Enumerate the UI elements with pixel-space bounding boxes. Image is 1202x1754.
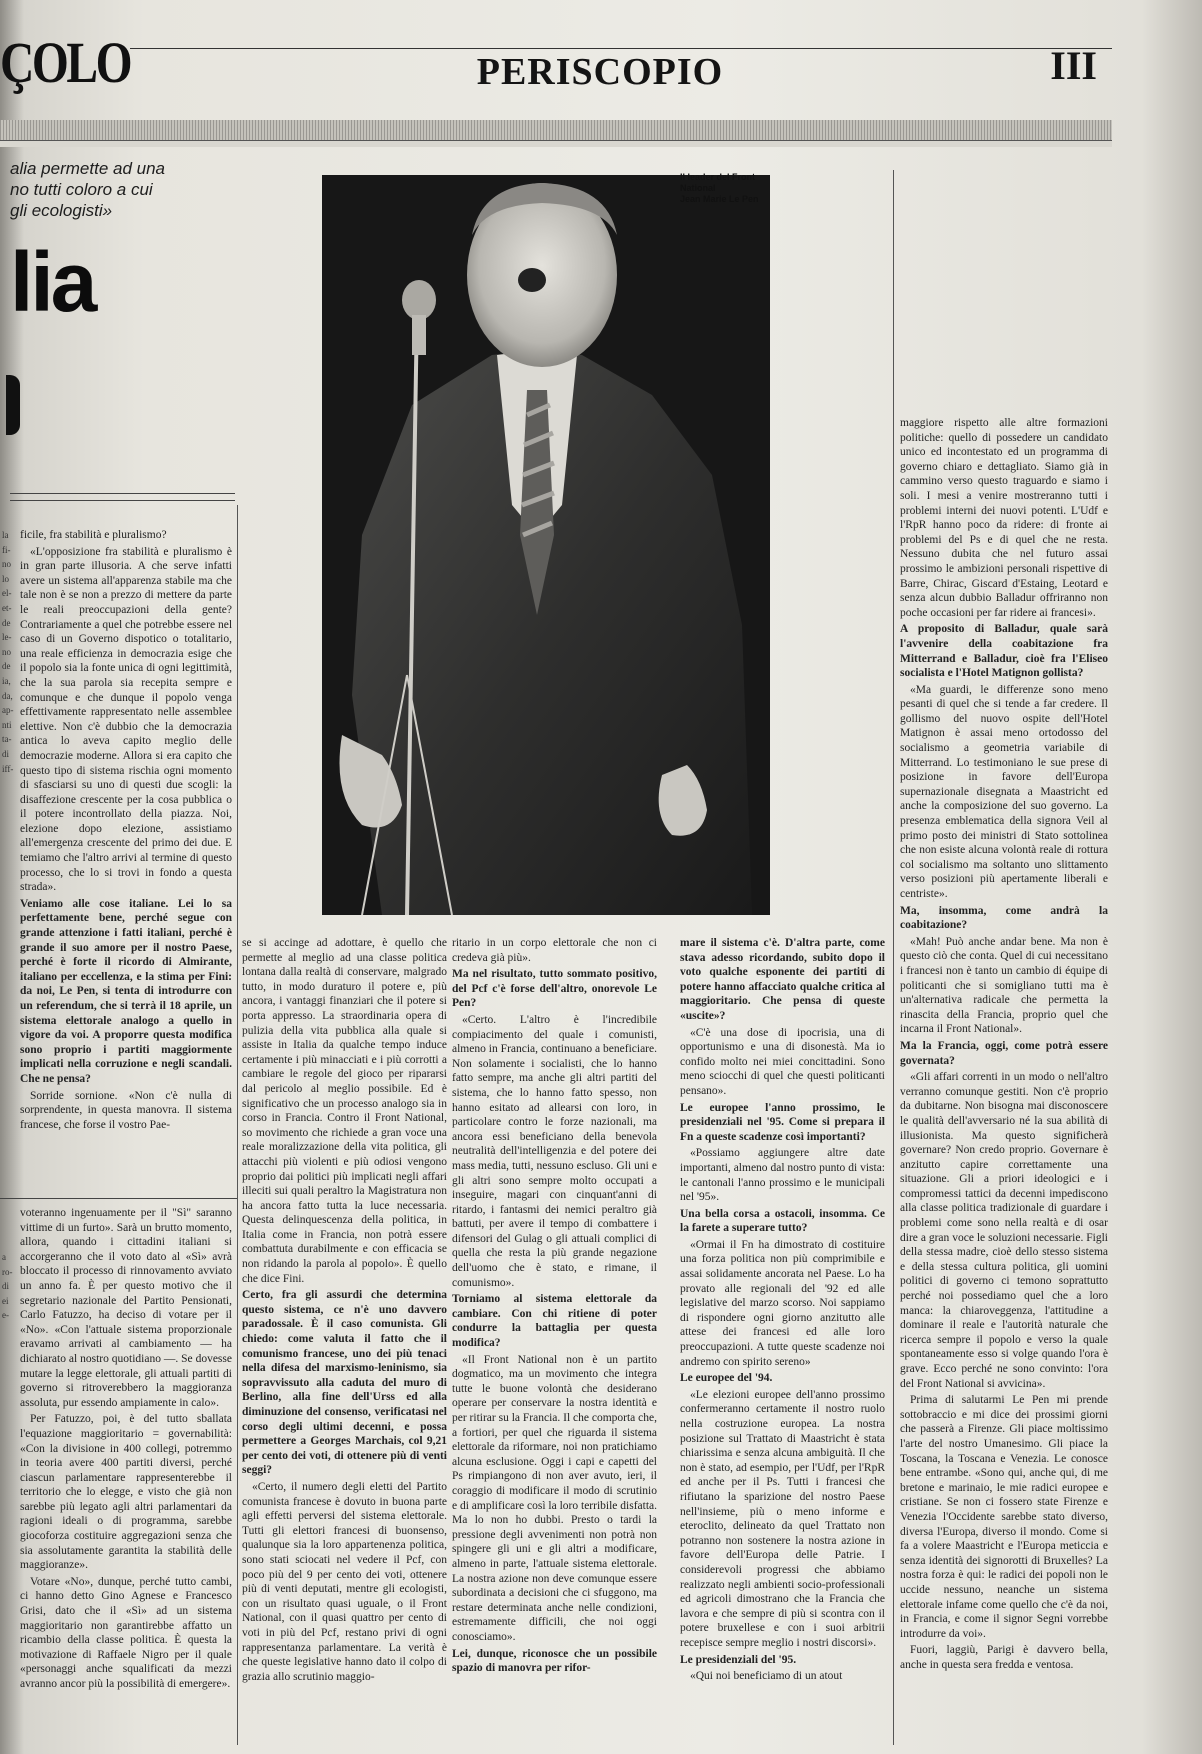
interview-question: Ma la Francia, oggi, come potrà essere governata? xyxy=(900,1039,1108,1067)
article-paragraph: «Certo, il numero degli eletti del Partito comunista francese è dovuto in buona parte agli effetti perversi del sistema elettorale. Tutti gli elettori francesi di buonsenso, qualunque sia la loro appartenenza politica, sono stati sciocati nel vedere il Pcf, con poco più del 9 per cento dei voti, ottenere più di venti deputati, mentre gli ecologisti, con un risultato quasi uguale, o il Front National, con il quasi quattro per cento di voti in più del Pcf, restano privi di ogni rappresentanza parlamentare. La verità è che queste legislative hanno dato il colpo di grazia allo scrutinio maggio- xyxy=(242,1480,447,1683)
interview-question: mare il sistema c'è. D'altra parte, come stava adesso ricordando, subito dopo il voto qualche esponente dei partiti di potere hanno affacciato qualche critica al maggioritario. Che pensa di queste «uscite»? xyxy=(680,937,885,1022)
edge-fragment: ia, xyxy=(2,675,11,686)
caption-line: National xyxy=(680,183,716,193)
article-column-5 xyxy=(900,416,1108,1746)
edge-fragment: nti xyxy=(2,719,12,730)
newspaper-logo: ÇOLO xyxy=(0,30,131,95)
edge-fragment: ap- xyxy=(2,705,14,716)
article-paragraph: Votare «No», dunque, perché tutto cambi, ci hanno detto Gino Agnese e Francesco Grisi, dato che il «Sì» ad un sistema maggioritario non garantirebbe affatto un ricambio della classe politica. È questa la motivazione di Raffaele Nigro per il quale «personaggi anche squalificati da mezzi avranno ancor più la possibilità di emergere». xyxy=(20,1575,232,1690)
article-column-1-top xyxy=(20,528,232,1193)
cropped-headline-glyph xyxy=(6,375,20,435)
article-paragraph: «Possiamo aggiungere altre date importanti, almeno dal nostro punto di vista: le cantonali l'anno prossimo e le municipali nel '95». xyxy=(680,1147,885,1204)
left-divider xyxy=(10,493,235,494)
article-paragraph: ritario in un corpo elettorale che non ci credeva già più». xyxy=(452,937,657,964)
article-paragraph: Per Fatuzzo, poi, è del tutto sballata l'equazione maggioritario = governabilità: «Con la divisione in 400 collegi, potremmo in teoria avere 400 partiti diversi, perché ciascun parlamentare rappresenterebbe il territorio che lo elegge, e visto che già non sarebbe più legato agli altri parlamentari da ragioni ideali o di programma, sarebbe giocoforza costituire aggregazioni senza che sia assolutamente garantita la stabilità delle maggioranze». xyxy=(20,1413,232,1572)
interview-question: Certo, fra gli assurdi che determina questo sistema, ce n'è uno davvero paradossale. È il caso comunista. Gli chiedo: come valuta il fatto che il comunismo francese, uno dei più tenaci nella difesa del marxismo-leninismo, sia sopravvissuto alla caduta del muro di Berlino, alla fine dell'Urss ed alla diminuzione del consenso, verificatasi nel corso degli ultimi decenni, e possa permettere a Georges Marchais, col 9,21 per cento dei voti, di ottenere più di venti seggi? xyxy=(242,1289,447,1477)
article-paragraph: maggiore rispetto alle altre formazioni politiche: quello di possedere un candidato unico ed incontestato ed un programma di governo chiaro e dettagliato. Siamo già in cammino verso questo traguardo e siamo i soli. I mesi a venire mostreranno tutti i problemi interni dei nuovi potenti. L'Udf e l'RpR hanno poco da ridere: di fronte ai problemi del Ps e di quel che ne resta. Nessuno dubita che nel futuro assai prossimo le ambizioni personali rispettive di Barre, Chirac, Giscard d'Estaing, Leotard e senza alcun dubbio Balladur offriranno non poche occasioni per far ridere ai francesi». xyxy=(900,417,1108,619)
interview-question: Torniamo al sistema elettorale da cambiare. Con chi ritiene di poter condurre la battaglia per questa modifica? xyxy=(452,1293,657,1350)
edge-fragment: ta- xyxy=(2,734,12,745)
edge-fragment: ro- xyxy=(2,1266,13,1277)
photo-caption xyxy=(680,172,800,205)
article-paragraph: «Le elezioni europee dell'anno prossimo confermeranno certamente il nostro ruolo nella costruzione europea. La nostra posizione sul Trattato di Maastricht è stata chiarissima e senza alcuna ambiguità. Il che non è stato, ad esempio, per l'Udf, per l'RpR ed anche per il Ps. Tutti i francesi che rifiutano la sparizione del nostro Paese nell'insieme, più o meno informe e eteroclito, delineato da quel Trattato non potranno non sostenere la nostra azione in favore dell'Europa delle Patrie. I considerevoli progressi che abbiamo realizzato negli ambienti socio-professionali ed agricoli dimostrano che la Francia che lavora e che sempre di più si scontra con il potere bruxellese e con i suoi arbitrii recepisce sempre meglio i nostri discorsi». xyxy=(680,1388,885,1649)
article-column-2 xyxy=(242,936,447,1746)
page-number: III xyxy=(1050,43,1097,88)
pull-quote-line: alia permette ad una xyxy=(10,159,165,178)
edge-fragment: le- xyxy=(2,632,12,643)
photo-le-pen xyxy=(322,175,770,915)
edge-fragment: la xyxy=(2,530,9,540)
article-column-3 xyxy=(452,936,657,1746)
edge-fragment: e- xyxy=(2,1310,9,1321)
article-column-1-bottom xyxy=(20,1206,232,1746)
article-paragraph: «Qui noi beneficiamo di un atout xyxy=(690,1670,843,1683)
article-paragraph: «Ormai il Fn ha dimostrato di costituire una forza politica non più comprimibile e assai solidamente ancorata nel Paese. Lo ha provato alle regionali del '92 ed alle legislative del marzo scorso. Noi sappiamo di rispondere ogni giorno anzitutto alle attese dei francesi ed alle loro preoccupazioni. A tutte queste scadenze noi andremo con spirito sereno» xyxy=(680,1238,885,1368)
edge-fragment: fi- xyxy=(2,544,11,555)
header-halftone-band xyxy=(0,120,1112,140)
edge-fragment: et- xyxy=(2,602,12,613)
masthead-rule xyxy=(130,48,1112,49)
edge-fragment: de xyxy=(2,661,11,672)
interview-question: Veniamo alle cose italiane. Lei lo sa perfettamente bene, perché segue con grande attenzione i fatti italiani, perché è grande il suo amore per il nostro Paese, perché è forte il ricordo di Almirante, italiano per eccellenza, e la stima per Fini: da noi, Le Pen, si tenta di introdurre con un referendum, che si terrà il 18 aprile, un sistema elettorale analogo a quello in vigore da voi. A proporre questa modifica sono proprio i partiti maggiormente implicati nella corruzione e negli scandali. Che ne pensa? xyxy=(20,897,232,1085)
interview-question: Lei, dunque, riconosce che un possibile spazio di manovra per rifor- xyxy=(452,1647,657,1675)
edge-fragment: da, xyxy=(2,690,13,701)
interview-question: Ma, insomma, come andrà la coabitazione? xyxy=(900,904,1108,932)
cropped-column-edge xyxy=(2,1250,14,1323)
article-paragraph: «L'opposizione fra stabilità e pluralismo è in gran parte illusoria. A che serve infatti avere un sistema all'apparenza stabile ma che tale non è se non a prezzo di mettere da parte le reali preoccupazioni della gente? Contrariamente a quel che potrebbe essere nel caso di un Governo dispotico o totalitario, una reale efficienza in democrazia esige che il popolo sia la fonte unica di ogni legittimità, che la sua parola sia recepita sempre e comunque e che dunque il popolo venga effettivamente rappresentato nelle assemblee elettive. Non c'è dubbio che la democrazia antica lo aveva capito meglio delle democrazie moderne. Allora si era capito che questo tipo di sistema rischia ogni momento di sfasciarsi su uno di questi due scogli: la disaffezione crescente per la cosa pubblica o il potere incontrollato della piazza. Noi, elezione dopo elezione, assistiamo all'emergenza crescente del primo dei due. E temiamo che l'altro arrivi al termine di questo processo, che lo si trovi in fondo a questa strada». xyxy=(20,545,232,894)
article-paragraph: se si accinge ad adottare, è quello che permette al meglio ad una classe politica lontana dalla realtà di conservare, malgrado tutto, in modo duraturo il potere e, più ancora, i vantaggi finanziari che il potere si porta appresso. La straordinaria opera di pulizia della vita pubblica alla quale si assiste in Italia da qualche tempo induce certamente i più minacciati e i più corrotti a cambiare le regole del gioco per ripararsi dal pericolo al meglio possibile. Ed è significativo che un processo analogo sia in corso in Francia. Contro il Front National, so movimento che richiede a gran voce una reale moralizzazione della vita politica, gli attacchi più violenti e più odiosi vengono proprio dai politici più implicati negli affari illeciti sui quali peraltro la Magistratura non ha ancora fatto tutta la luce necessaria. Questa delinquescenza della politica, in Italia come in Francia, non potrà essere combattuta durabilmente e con efficacia se non ridando la parola al popolo». È quello che dice Fini. xyxy=(242,937,447,1285)
edge-fragment: no xyxy=(2,646,11,657)
section-title: PERISCOPIO xyxy=(476,51,724,93)
left-divider xyxy=(10,500,235,501)
header-divider xyxy=(0,140,1112,147)
edge-fragment: iff- xyxy=(2,763,14,774)
left-divider xyxy=(0,1198,237,1199)
article-paragraph: Prima di salutarmi Le Pen mi prende sottobraccio e mi dice dei prossimi giorni che passerà a Firenze. Gli piace moltissimo l'arte del nostro Umanesimo. Gli piace la Toscana, la Toscana e Venezia. Le conosce bene entrambe. «Sono qui, anche qui, di me bretone e marinaio, le mie radici europee e cristiane. Se non ci fossero state Firenze e Venezia l'Occidente sarebbe stato diverso, diversa l'Europa, diverso il mondo. Come si fa a volere Maastricht e l'Europa meticcia e senza identità dei signorotti di Bruxelles? La nostra forza è qui: le radici dei popoli non le uccide nessuno, neanche un sistema elettorale infame come quello che c'è da noi, in Francia, e come il signor Segni vorrebbe introdurre da voi». xyxy=(900,1394,1108,1640)
column-rule xyxy=(893,170,894,1745)
edge-fragment: di xyxy=(2,1281,10,1292)
article-paragraph: ficile, fra stabilità e pluralismo? xyxy=(20,529,167,541)
interview-question: A proposito di Balladur, quale sarà l'avvenire della coabitazione fra Mitterrand e Balladur, cioè fra l'Eliseo socialista e l'Hotel Matignon gollista? xyxy=(900,623,1108,680)
article-paragraph: «C'è una dose di ipocrisia, una di opportunismo e una di disonestà. Ma io confido molto nei miei concittadini. Sono meno sciocchi di quel che questi politicanti pensano». xyxy=(680,1026,885,1097)
edge-fragment: no xyxy=(2,559,11,570)
interview-question: Le europee l'anno prossimo, le presidenziali nel '95. Come si prepara il Fn a queste scadenze così importanti? xyxy=(680,1101,885,1143)
article-paragraph: «Gli affari correnti in un modo o nell'altro verranno comunque gestiti. Non c'è proprio da dubitarne. Non bisogna mai disconoscere le qualità dell'avversario né la sua abilità di illusionista. Ma questo significherà governare? Non credo proprio. Governare è anzitutto capire correttamente una situazione. Gli a priori ideologici e i compromessi tattici da decenni impediscono alla classe politica tradizionale di guardare i problemi come sono nella realtà e di osar dire a gran voce le soluzioni necessarie. Figli della stessa madre, cioè dello stesso sistema e della stessa cultura politica, gli uomini politici di governo ci temono soprattutto perché noi possediamo quel che a loro manca: la chiaroveggenza, l'attitudine a dominare il reale e l'autorità naturale che ricerca sempre il popolo e verso la quale spontaneamente esso si volge quando l'ora è grave. Ecco perché ne sono convinto: l'ora del Front National si avvicina». xyxy=(900,1071,1108,1390)
cropped-headline: lia xyxy=(10,235,95,329)
article-paragraph: voteranno ingenuamente per il "Sì" saranno vittime di un furto». Sarà un brutto momento, allora, quando i cittadini italiani si accorgeranno che il voto dato al «Sì» avrà bloccato il processo di rinnovamento avviato un anno fa. È per questo motivo che il segretario nazionale del Partito Pensionati, Carlo Fatuzzo, ha deciso di votare per il «No». «Con l'attuale sistema proporzionale eravamo arrivati al cambiamento — ha dichiarato al nostro quotidiano —. Se dovesse mutare la legge elettorale, gli attuali partiti di governo si ritroverebbero la maggioranza assoluta, pur essendo ampiamente in calo». xyxy=(20,1207,232,1409)
article-paragraph: «Mah! Può anche andar bene. Ma non è questo ciò che conta. Quel di cui necessitano i francesi non è tanto un cambio di équipe di politicanti che si somigliano tutti ma è un'alternativa radicale che permetta la rinascita della Francia, proprio quel che incarna il Front National». xyxy=(900,935,1108,1036)
pull-quote xyxy=(10,158,220,221)
edge-fragment: a xyxy=(2,1252,6,1262)
article-paragraph: Sorride sornione. «Non c'è nulla di sorprendente, in questa manovra. Il sistema francese, che forse il vostro Pae- xyxy=(20,1089,232,1131)
caption-line: Jean Marie Le Pen xyxy=(680,194,759,204)
article-paragraph: «Il Front National non è un partito dogmatico, ma un movimento che integra tutte le buone volontà che desiderano operare per conservare la nostra identità e per ritirar su la Francia. Il che comporta che, a fortiori, per quel che riguarda il sistema elettorale da riformare, noi non pratichiamo alcuna esclusione. Oggi i capi e capetti del Ps rimpiangono di non aver avuto, ieri, il coraggio di modificare il modo di scrutinio e di amplificare così la loro terribile disfatta. Ma lo non ho dubbi. Presto o tardi la pressione degli avvenimenti non potrà non spingere gli uni e gli altri a modificare, almeno in parte, l'attuale sistema elettorale. La nostra azione non deve comunque essere subordinata a decisioni che ci sfuggono, ma restare determinata anche nelle condizioni, estremamente difficili, che noi oggi conosciamo». xyxy=(452,1353,657,1643)
speaker-illustration xyxy=(322,175,770,915)
interview-question: Le europee del '94. xyxy=(680,1372,773,1385)
column-rule xyxy=(237,505,238,1745)
interview-question: Una bella corsa a ostacoli, insomma. Ce la farete a superare tutto? xyxy=(680,1207,885,1235)
edge-fragment: ei xyxy=(2,1295,9,1306)
article-paragraph: Fuori, laggiù, Parigi è davvero bella, anche in questa sera fredda e ventosa. xyxy=(900,1644,1108,1671)
edge-fragment: el- xyxy=(2,588,12,599)
interview-question: Ma nel risultato, tutto sommato positivo, del Pcf c'è forse dell'altro, onorevole Le Pen? xyxy=(452,968,657,1010)
edge-fragment: lo xyxy=(2,573,10,584)
article-paragraph: «Ma guardi, le differenze sono meno pesanti di quel che si tende a far credere. Il gollismo del nuovo ospite dell'Hotel Matignon è assai meno ortodosso del socialismo a geometria variabile di Mitterrand. Lo testimoniano le sue prese di posizione in favore dell'Europa supernazionale disegnata a Maastricht ed anche la composizione del suo governo. La presenza emblematica della signora Veil al primo posto dei ministri di Stato sottolinea che non esiste alcuna volontà reale di rottura col socialismo ma soltanto uno slittamento verso posizioni più apertamente liberali e centriste». xyxy=(900,683,1108,900)
article-paragraph: «Certo. L'altro è l'incredibile compiacimento del quale i comunisti, almeno in Francia, continuano a beneficiare. Non solamente i socialisti, che lo hanno fatto sempre, ma anche gli altri partiti del sistema, che lo hanno fatto spesso, non hanno esitato ad allearsi con loro, in particolare contro le forze nazionali, ma ancora essi beneficiano della benevola neutralità dell'intelligenzia e del potere dei mass media, tutti, nessuno escluso. Gli uni e gli altri sono sempre molto occupati a inseguire, magari con cinquant'anni di ritardo, i fantasmi dei nemici peraltro già battuti, per avere il tempo di combattere i difensori del Gulag o gli attuali complici di quella che resta la più grande negazione dell'uomo che è stato, e rimane, il comunismo». xyxy=(452,1013,657,1289)
cropped-column-edge xyxy=(2,528,14,776)
pull-quote-line: gli ecologisti» xyxy=(10,201,113,220)
masthead xyxy=(0,28,1202,118)
pull-quote-line: no tutti coloro a cui xyxy=(10,180,153,199)
edge-fragment: de xyxy=(2,617,11,628)
interview-question: Le presidenziali del '95. xyxy=(680,1653,797,1666)
article-column-4 xyxy=(680,936,885,1746)
edge-fragment: di xyxy=(2,748,10,759)
caption-line: Il leader del Front xyxy=(680,172,756,182)
